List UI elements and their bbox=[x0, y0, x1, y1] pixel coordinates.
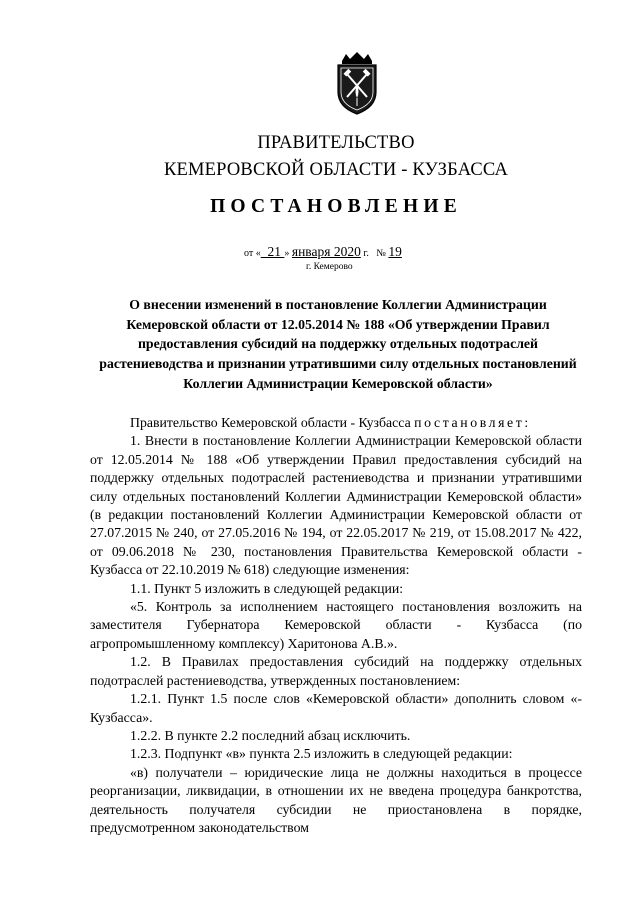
kuzbass-coat-of-arms-icon bbox=[332, 52, 382, 116]
body-paragraph: 1.2.3. Подпункт «в» пункта 2.5 изложить в следующей редакции: bbox=[130, 746, 513, 762]
body-paragraph: 1.1. Пункт 5 изложить в следующей редакции: bbox=[130, 580, 404, 596]
document-date-number bbox=[244, 244, 402, 260]
city-name: г. Кемерово bbox=[306, 262, 353, 272]
date-year-suffix: г. bbox=[363, 248, 369, 259]
intro-paragraph: Правительство Кемеровской области - Кузбасса постановляет: bbox=[130, 415, 531, 430]
date-sep: » bbox=[284, 248, 290, 259]
organization-name-line1: ПРАВИТЕЛЬСТВО bbox=[257, 133, 415, 153]
body-paragraph: 1.2.2. В пункте 2.2 последний абзац исключить. bbox=[130, 727, 411, 743]
body-paragraph: 1. Внести в постановление Коллегии Администрации Кемеровской области от 12.05.2014 № 188 «Об утверждении Правил предоставления субсидий на поддержку отдельных подотраслей растениеводства и признании утратившими силу отдельных постановлений Коллегии Администрации Кемеровской области» (в редакции постановлений Коллегии Администрации Кемеровской области от 27.07.2015 № 240, от 27.05.2016 № 194, от 22.05.2017 № 219, от 15.08.2017 № 422, от 09.06.2018 № 230, постановления Правительства Кемеровской области - Кузбасса от 22.10.2019 № 618) следующие изменения: bbox=[90, 433, 582, 578]
document-type-title: ПОСТАНОВЛЕНИЕ bbox=[210, 196, 462, 217]
date-month-year: января 2020 bbox=[291, 244, 361, 259]
body-paragraph: «в) получатели – юридические лица не должны находиться в процессе реорганизации, ликвидации, в отношении их не введена процедура банкротства, деятельность получателя субсидии не приостановлена в порядке, предусмотренном законодательством bbox=[90, 764, 582, 835]
body-paragraph: 1.2. В Правилах предоставления субсидий на поддержку отдельных подотраслей растениеводства, утвержденных постановлением: bbox=[90, 654, 582, 688]
document-body bbox=[90, 414, 582, 837]
date-prefix: от « bbox=[244, 248, 261, 259]
number-label: № bbox=[376, 248, 386, 259]
body-paragraph: «5. Контроль за исполнением настоящего постановления возложить на заместителя Губернатора Кемеровской области - Кузбасса (по агропромышленному комплексу) Харитонова А.В.». bbox=[90, 599, 582, 651]
document-heading: О внесении изменений в постановление Коллегии Администрации Кемеровской области от 12.05.2014 № 188 «Об утверждении Правил предоставления субсидий на поддержку отдельных подотраслей растениеводства и признании утратившими силу отдельных постановлений Коллегии Администрации Кемеровской области» bbox=[99, 297, 577, 391]
document-number: 19 bbox=[388, 244, 402, 259]
body-paragraph: 1.2.1. Пункт 1.5 после слов «Кемеровской области» дополнить словом «- Кузбасса». bbox=[90, 691, 582, 725]
date-day: 21 bbox=[267, 244, 281, 259]
organization-name-line2: КЕМЕРОВСКОЙ ОБЛАСТИ - КУЗБАССА bbox=[163, 160, 509, 180]
